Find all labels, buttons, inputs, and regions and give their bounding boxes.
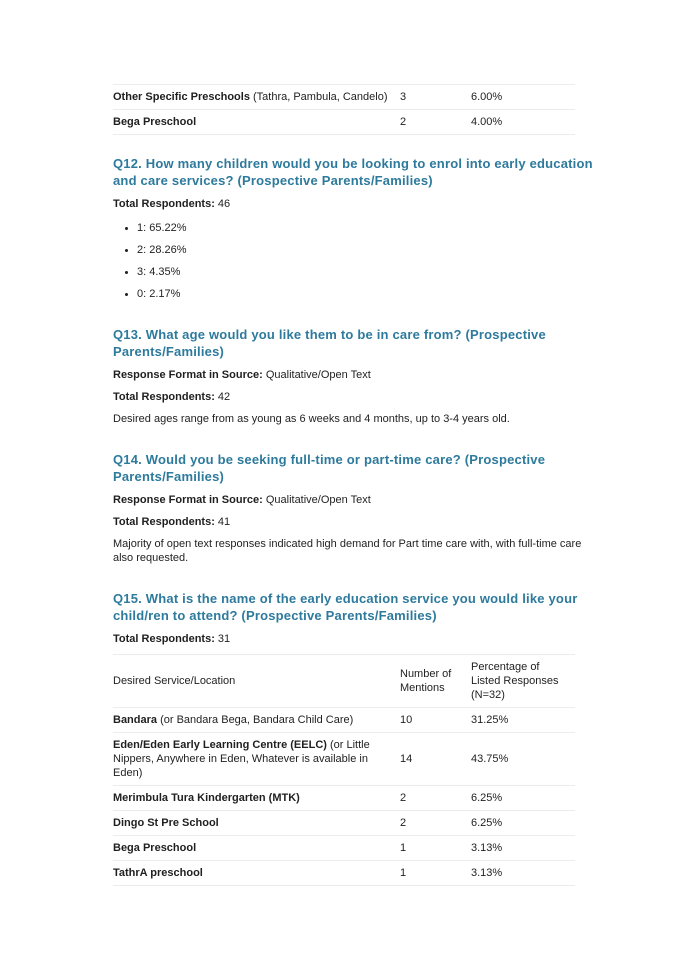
service-cell bbox=[113, 708, 400, 733]
percent-cell: 3.13% bbox=[471, 867, 503, 879]
q15-heading: Q15. What is the name of the early education service you would like your child/ren to attend? (Prospective Parents/Families) bbox=[113, 591, 578, 623]
q15-table bbox=[113, 654, 575, 886]
list-item: • 0: 2.17% bbox=[137, 287, 598, 301]
service-name: TathrA preschool bbox=[113, 867, 203, 879]
q13-response-format bbox=[113, 368, 598, 382]
mentions-cell: 3 bbox=[400, 91, 407, 103]
mentions-cell: 1 bbox=[400, 842, 407, 854]
service-name: Bega Preschool bbox=[113, 116, 197, 128]
service-cell bbox=[113, 836, 400, 861]
mentions-cell: 10 bbox=[400, 714, 413, 726]
service-cell bbox=[113, 733, 400, 786]
service-cell bbox=[113, 786, 400, 811]
q15-total-respondents bbox=[113, 632, 598, 646]
service-name: Bandara bbox=[113, 714, 158, 726]
col-header-service: Desired Service/Location bbox=[113, 675, 236, 687]
carryover-table bbox=[113, 84, 575, 135]
table-row bbox=[113, 786, 575, 811]
table-row bbox=[113, 85, 575, 110]
list-item: • 2: 28.26% bbox=[137, 243, 598, 257]
table-row bbox=[113, 811, 575, 836]
response-format-value: Qualitative/Open Text bbox=[265, 494, 371, 506]
percent-cell: 31.25% bbox=[471, 714, 509, 726]
percent-cell: 6.25% bbox=[471, 792, 503, 804]
total-respondents-value: 41 bbox=[217, 516, 231, 528]
percent-cell: 43.75% bbox=[471, 753, 509, 765]
q14-response-format bbox=[113, 493, 598, 507]
service-name: Merimbula Tura Kindergarten (MTK) bbox=[113, 792, 300, 804]
total-respondents-label: Total Respondents: bbox=[113, 516, 215, 528]
total-respondents-label: Total Respondents: bbox=[113, 633, 215, 645]
total-respondents-label: Total Respondents: bbox=[113, 198, 215, 210]
total-respondents-value: 42 bbox=[217, 391, 231, 403]
q14-summary-note: Majority of open text responses indicated high demand for Part time care with, with full-time care also requested. bbox=[113, 538, 582, 564]
table-row bbox=[113, 708, 575, 733]
list-item: • 1: 65.22% bbox=[137, 221, 598, 235]
q13-total-respondents bbox=[113, 390, 598, 404]
mentions-cell: 2 bbox=[400, 116, 407, 128]
percent-cell: 4.00% bbox=[471, 116, 503, 128]
service-cell bbox=[113, 861, 400, 886]
table-row bbox=[113, 110, 575, 135]
service-name: Eden/Eden Early Learning Centre (EELC) bbox=[113, 739, 327, 751]
percent-cell: 6.00% bbox=[471, 91, 503, 103]
q13-summary-note: Desired ages range from as young as 6 weeks and 4 months, up to 3-4 years old. bbox=[113, 413, 510, 425]
total-respondents-label: Total Respondents: bbox=[113, 391, 215, 403]
total-respondents-value: 46 bbox=[217, 198, 231, 210]
percent-cell: 6.25% bbox=[471, 817, 503, 829]
service-detail: (Tathra, Pambula, Candelo) bbox=[249, 91, 388, 103]
service-name: Bega Preschool bbox=[113, 842, 197, 854]
percent-cell: 3.13% bbox=[471, 842, 503, 854]
table-row bbox=[113, 861, 575, 886]
service-cell bbox=[113, 85, 400, 110]
service-detail: (or Bandara Bega, Bandara Child Care) bbox=[157, 714, 354, 726]
service-name: Other Specific Preschools bbox=[113, 91, 250, 103]
table-row bbox=[113, 733, 575, 786]
q14-total-respondents bbox=[113, 515, 598, 529]
mentions-cell: 2 bbox=[400, 792, 407, 804]
response-format-label: Response Format in Source: bbox=[113, 369, 263, 381]
q13-heading: Q13. What age would you like them to be in care from? (Prospective Parents/Families) bbox=[113, 327, 546, 359]
document-content bbox=[113, 84, 598, 886]
service-detail: (or Little Nippers, Anywhere in Eden, Whatever is available in Eden) bbox=[113, 739, 370, 779]
list-item: • 3: 4.35% bbox=[137, 265, 598, 279]
col-header-mentions: Number of Mentions bbox=[400, 668, 452, 694]
service-cell bbox=[113, 110, 400, 135]
response-format-value: Qualitative/Open Text bbox=[265, 369, 371, 381]
mentions-cell: 2 bbox=[400, 817, 407, 829]
q12-heading: Q12. How many children would you be looking to enrol into early education and care services? (Prospective Parents/Families) bbox=[113, 156, 593, 188]
table-header-row bbox=[113, 655, 575, 708]
mentions-cell: 14 bbox=[400, 753, 413, 765]
total-respondents-value: 31 bbox=[217, 633, 231, 645]
col-header-percent: Percentage of Listed Responses (N=32) bbox=[471, 661, 559, 701]
q14-heading: Q14. Would you be seeking full-time or part-time care? (Prospective Parents/Families) bbox=[113, 452, 546, 484]
q12-total-respondents bbox=[113, 197, 598, 211]
service-name: Dingo St Pre School bbox=[113, 817, 219, 829]
mentions-cell: 1 bbox=[400, 867, 407, 879]
service-cell bbox=[113, 811, 400, 836]
response-format-label: Response Format in Source: bbox=[113, 494, 263, 506]
q12-response-list bbox=[113, 221, 598, 301]
table-row bbox=[113, 836, 575, 861]
